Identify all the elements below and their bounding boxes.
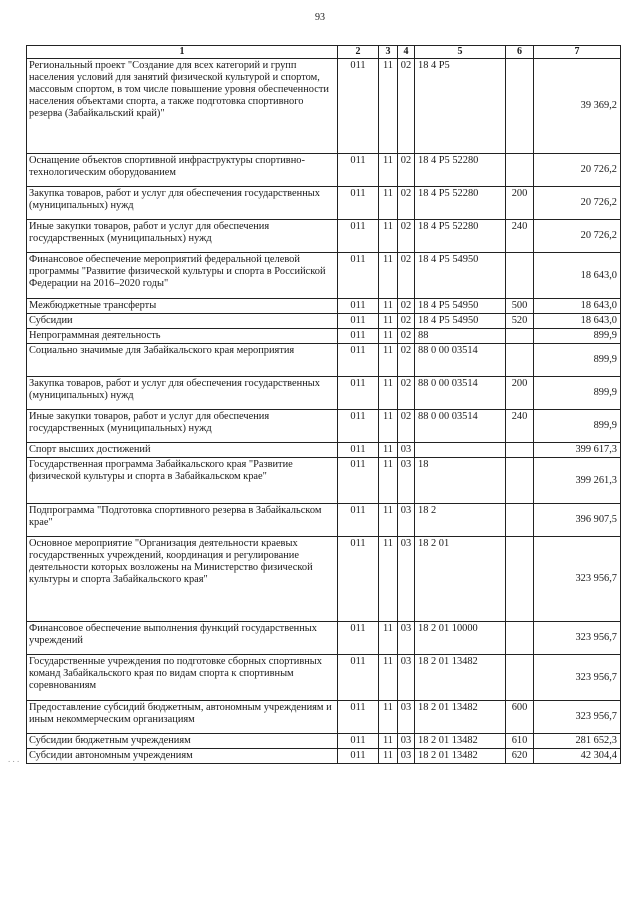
- section-code: 11: [379, 187, 398, 220]
- amount-value: 399 261,3: [534, 458, 621, 504]
- expense-type-code: [506, 458, 534, 504]
- target-article-code: 18 2 01 13482: [415, 701, 506, 734]
- admin-code: 011: [338, 220, 379, 253]
- table-row: [27, 344, 621, 377]
- section-code: 11: [379, 734, 398, 749]
- table-row: [27, 504, 621, 537]
- admin-code: 011: [338, 314, 379, 329]
- admin-code: 011: [338, 377, 379, 410]
- admin-code: 011: [338, 734, 379, 749]
- budget-table: [26, 45, 621, 764]
- header-row: [27, 46, 621, 59]
- subsection-code: 02: [398, 299, 415, 314]
- header-col-2: 2: [338, 46, 379, 59]
- amount-value: 323 956,7: [534, 622, 621, 655]
- table-row: [27, 458, 621, 504]
- expense-type-code: 610: [506, 734, 534, 749]
- subsection-code: 02: [398, 410, 415, 443]
- subsection-code: 02: [398, 314, 415, 329]
- table-row: [27, 329, 621, 344]
- subsection-code: 02: [398, 59, 415, 154]
- expense-type-code: [506, 253, 534, 299]
- amount-value: 399 617,3: [534, 443, 621, 458]
- table-row: [27, 377, 621, 410]
- target-article-code: 18 4 P5 54950: [415, 299, 506, 314]
- admin-code: 011: [338, 299, 379, 314]
- subsection-code: 03: [398, 701, 415, 734]
- admin-code: 011: [338, 253, 379, 299]
- target-article-code: 18 4 P5: [415, 59, 506, 154]
- row-name: Субсидии: [27, 314, 338, 329]
- admin-code: 011: [338, 154, 379, 187]
- amount-value: 20 726,2: [534, 154, 621, 187]
- amount-value: 899,9: [534, 410, 621, 443]
- section-code: 11: [379, 59, 398, 154]
- admin-code: 011: [338, 59, 379, 154]
- target-article-code: 88 0 00 03514: [415, 344, 506, 377]
- target-article-code: 18: [415, 458, 506, 504]
- subsection-code: 02: [398, 154, 415, 187]
- subsection-code: 02: [398, 344, 415, 377]
- row-name: Иные закупки товаров, работ и услуг для обеспечения государственных (муниципальных) нужд: [27, 220, 338, 253]
- table-row: [27, 537, 621, 622]
- admin-code: 011: [338, 187, 379, 220]
- row-name: Оснащение объектов спортивной инфраструктуры спортивно-технологическим оборудованием: [27, 154, 338, 187]
- table-row: [27, 154, 621, 187]
- page-number: 93: [315, 12, 325, 23]
- target-article-code: 18 4 P5 52280: [415, 154, 506, 187]
- expense-type-code: [506, 154, 534, 187]
- target-article-code: 88: [415, 329, 506, 344]
- table-row: [27, 187, 621, 220]
- row-name: Основное мероприятие "Организация деятельности краевых государственных учреждений, координация и регулирование деятельности которых возложены на Министерство физической культуры и спорта Забайкальского края": [27, 537, 338, 622]
- section-code: 11: [379, 537, 398, 622]
- target-article-code: 18 2: [415, 504, 506, 537]
- section-code: 11: [379, 344, 398, 377]
- header-col-4: 4: [398, 46, 415, 59]
- admin-code: 011: [338, 537, 379, 622]
- amount-value: 281 652,3: [534, 734, 621, 749]
- expense-type-code: [506, 329, 534, 344]
- section-code: 11: [379, 154, 398, 187]
- target-article-code: 18 2 01 13482: [415, 749, 506, 764]
- admin-code: 011: [338, 622, 379, 655]
- amount-value: 42 304,4: [534, 749, 621, 764]
- amount-value: 899,9: [534, 344, 621, 377]
- section-code: 11: [379, 377, 398, 410]
- expense-type-code: 520: [506, 314, 534, 329]
- subsection-code: 03: [398, 443, 415, 458]
- expense-type-code: [506, 537, 534, 622]
- margin-mark: . . .: [8, 754, 20, 764]
- table-row: [27, 253, 621, 299]
- subsection-code: 02: [398, 220, 415, 253]
- section-code: 11: [379, 655, 398, 701]
- header-col-7: 7: [534, 46, 621, 59]
- row-name: Подпрограмма "Подготовка спортивного резерва в Забайкальском крае": [27, 504, 338, 537]
- target-article-code: 18 4 P5 54950: [415, 314, 506, 329]
- expense-type-code: 200: [506, 187, 534, 220]
- admin-code: 011: [338, 443, 379, 458]
- amount-value: 18 643,0: [534, 299, 621, 314]
- admin-code: 011: [338, 655, 379, 701]
- expense-type-code: [506, 622, 534, 655]
- section-code: 11: [379, 299, 398, 314]
- subsection-code: 03: [398, 655, 415, 701]
- admin-code: 011: [338, 749, 379, 764]
- section-code: 11: [379, 443, 398, 458]
- row-name: Субсидии бюджетным учреждениям: [27, 734, 338, 749]
- amount-value: 323 956,7: [534, 655, 621, 701]
- section-code: 11: [379, 749, 398, 764]
- target-article-code: 18 2 01: [415, 537, 506, 622]
- expense-type-code: [506, 59, 534, 154]
- header-col-6: 6: [506, 46, 534, 59]
- admin-code: 011: [338, 504, 379, 537]
- section-code: 11: [379, 220, 398, 253]
- subsection-code: 03: [398, 622, 415, 655]
- expense-type-code: 620: [506, 749, 534, 764]
- subsection-code: 03: [398, 537, 415, 622]
- expense-type-code: 240: [506, 220, 534, 253]
- amount-value: 396 907,5: [534, 504, 621, 537]
- header-col-5: 5: [415, 46, 506, 59]
- target-article-code: 18 4 P5 52280: [415, 187, 506, 220]
- table-row: [27, 622, 621, 655]
- subsection-code: 02: [398, 377, 415, 410]
- section-code: 11: [379, 622, 398, 655]
- row-name: Финансовое обеспечение мероприятий федеральной целевой программы "Развитие физической культуры и спорта в Российской Федерации на 2016–2020 годы": [27, 253, 338, 299]
- row-name: Предоставление субсидий бюджетным, автономным учреждениям и иным некоммерческим организациям: [27, 701, 338, 734]
- section-code: 11: [379, 701, 398, 734]
- subsection-code: 03: [398, 749, 415, 764]
- table-row: [27, 734, 621, 749]
- section-code: 11: [379, 314, 398, 329]
- expense-type-code: 240: [506, 410, 534, 443]
- amount-value: 323 956,7: [534, 537, 621, 622]
- subsection-code: 02: [398, 187, 415, 220]
- table-row: [27, 443, 621, 458]
- table-row: [27, 220, 621, 253]
- section-code: 11: [379, 504, 398, 537]
- admin-code: 011: [338, 458, 379, 504]
- row-name: Государственная программа Забайкальского края "Развитие физической культуры и спорта в Забайкальском крае": [27, 458, 338, 504]
- expense-type-code: [506, 655, 534, 701]
- subsection-code: 03: [398, 458, 415, 504]
- subsection-code: 03: [398, 504, 415, 537]
- amount-value: 323 956,7: [534, 701, 621, 734]
- table-row: [27, 299, 621, 314]
- row-name: Спорт высших достижений: [27, 443, 338, 458]
- admin-code: 011: [338, 344, 379, 377]
- amount-value: 18 643,0: [534, 253, 621, 299]
- target-article-code: 88 0 00 03514: [415, 410, 506, 443]
- target-article-code: 18 2 01 13482: [415, 655, 506, 701]
- section-code: 11: [379, 458, 398, 504]
- target-article-code: [415, 443, 506, 458]
- row-name: Закупка товаров, работ и услуг для обеспечения государственных (муниципальных) нужд: [27, 377, 338, 410]
- amount-value: 20 726,2: [534, 220, 621, 253]
- header-col-3: 3: [379, 46, 398, 59]
- row-name: Социально значимые для Забайкальского края мероприятия: [27, 344, 338, 377]
- table-row: [27, 410, 621, 443]
- target-article-code: 18 2 01 13482: [415, 734, 506, 749]
- row-name: Государственные учреждения по подготовке сборных спортивных команд Забайкальского края по видам спорта к спортивным соревнованиям: [27, 655, 338, 701]
- row-name: Непрограммная деятельность: [27, 329, 338, 344]
- expense-type-code: 200: [506, 377, 534, 410]
- expense-type-code: [506, 504, 534, 537]
- row-name: Иные закупки товаров, работ и услуг для обеспечения государственных (муниципальных) нужд: [27, 410, 338, 443]
- subsection-code: 02: [398, 253, 415, 299]
- table-row: [27, 655, 621, 701]
- target-article-code: 18 2 01 10000: [415, 622, 506, 655]
- admin-code: 011: [338, 701, 379, 734]
- admin-code: 011: [338, 329, 379, 344]
- header-col-1: 1: [27, 46, 338, 59]
- subsection-code: 02: [398, 329, 415, 344]
- row-name: Финансовое обеспечение выполнения функций государственных учреждений: [27, 622, 338, 655]
- row-name: Субсидии автономным учреждениям: [27, 749, 338, 764]
- expense-type-code: 600: [506, 701, 534, 734]
- amount-value: 899,9: [534, 377, 621, 410]
- target-article-code: 18 4 P5 52280: [415, 220, 506, 253]
- admin-code: 011: [338, 410, 379, 443]
- table-row: [27, 59, 621, 154]
- section-code: 11: [379, 253, 398, 299]
- section-code: 11: [379, 329, 398, 344]
- target-article-code: 18 4 P5 54950: [415, 253, 506, 299]
- expense-type-code: 500: [506, 299, 534, 314]
- amount-value: 39 369,2: [534, 59, 621, 154]
- table-row: [27, 314, 621, 329]
- table-row: [27, 701, 621, 734]
- row-name: Межбюджетные трансферты: [27, 299, 338, 314]
- target-article-code: 88 0 00 03514: [415, 377, 506, 410]
- subsection-code: 03: [398, 734, 415, 749]
- row-name: Региональный проект "Создание для всех категорий и групп населения условий для занятий физической культурой и спортом, массовым спортом, в том числе повышение уровня обеспеченности населения объектами спорта, а также подготовка спортивного резерва (Забайкальский край)": [27, 59, 338, 154]
- amount-value: 899,9: [534, 329, 621, 344]
- amount-value: 20 726,2: [534, 187, 621, 220]
- row-name: Закупка товаров, работ и услуг для обеспечения государственных (муниципальных) нужд: [27, 187, 338, 220]
- table-row: [27, 749, 621, 764]
- expense-type-code: [506, 443, 534, 458]
- section-code: 11: [379, 410, 398, 443]
- amount-value: 18 643,0: [534, 314, 621, 329]
- expense-type-code: [506, 344, 534, 377]
